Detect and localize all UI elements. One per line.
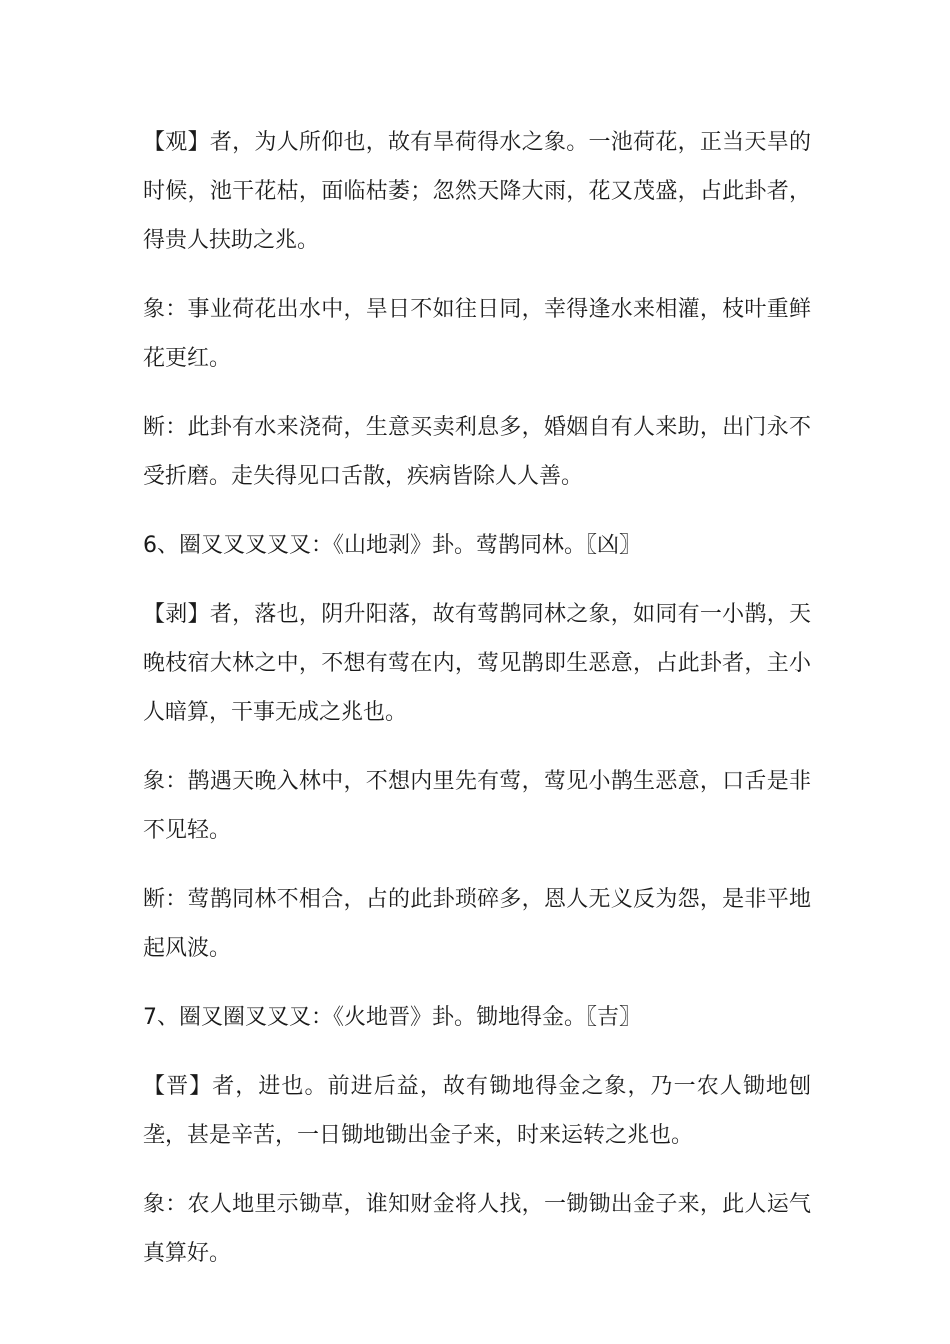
heading-hexagram-7: 7、圈叉圈叉叉叉：《火地晋》卦。锄地得金。〖吉〗 — [143, 1005, 641, 1030]
paragraph-bo-explanation: 【剥】者，落也，阴升阳落，故有莺鹊同林之象，如同有一小鹊，天晚枝宿大林之中，不想有莺在内，莺见鹊即生恶意，占此卦者，主小人暗算，干事无成之兆也。 — [143, 602, 811, 725]
paragraph-jin-explanation: 【晋】者，进也。前进后益，故有锄地得金之象，乃一农人锄地刨垄，甚是辛苦，一日锄地锄出金子来，时来运转之兆也。 — [143, 1074, 811, 1148]
paragraph-guan-explanation: 【观】者，为人所仰也，故有旱荷得水之象。一池荷花，正当天旱的时候，池干花枯，面临枯萎；忽然天降大雨，花又茂盛，占此卦者，得贵人扶助之兆。 — [143, 130, 811, 253]
paragraph-bo-image: 象：鹊遇天晚入林中，不想内里先有莺，莺见小鹊生恶意，口舌是非不见轻。 — [143, 769, 811, 843]
paragraph-jin-image: 象：农人地里示锄草，谁知财金将人找，一锄锄出金子来，此人运气真算好。 — [143, 1192, 811, 1266]
document-body — [143, 118, 811, 1298]
paragraph-guan-image: 象：事业荷花出水中，旱日不如往日同，幸得逢水来相灌，枝叶重鲜花更红。 — [143, 297, 811, 371]
heading-hexagram-6: 6、圈叉叉叉叉叉：《山地剥》卦。莺鹊同林。〖凶〗 — [143, 533, 641, 558]
paragraph-guan-judgment: 断：此卦有水来浇荷，生意买卖利息多，婚姻自有人来助，出门永不受折磨。走失得见口舌散，疾病皆除人人善。 — [143, 415, 811, 489]
paragraph-bo-judgment: 断：莺鹊同林不相合，占的此卦琐碎多，恩人无义反为怨，是非平地起风波。 — [143, 887, 811, 961]
